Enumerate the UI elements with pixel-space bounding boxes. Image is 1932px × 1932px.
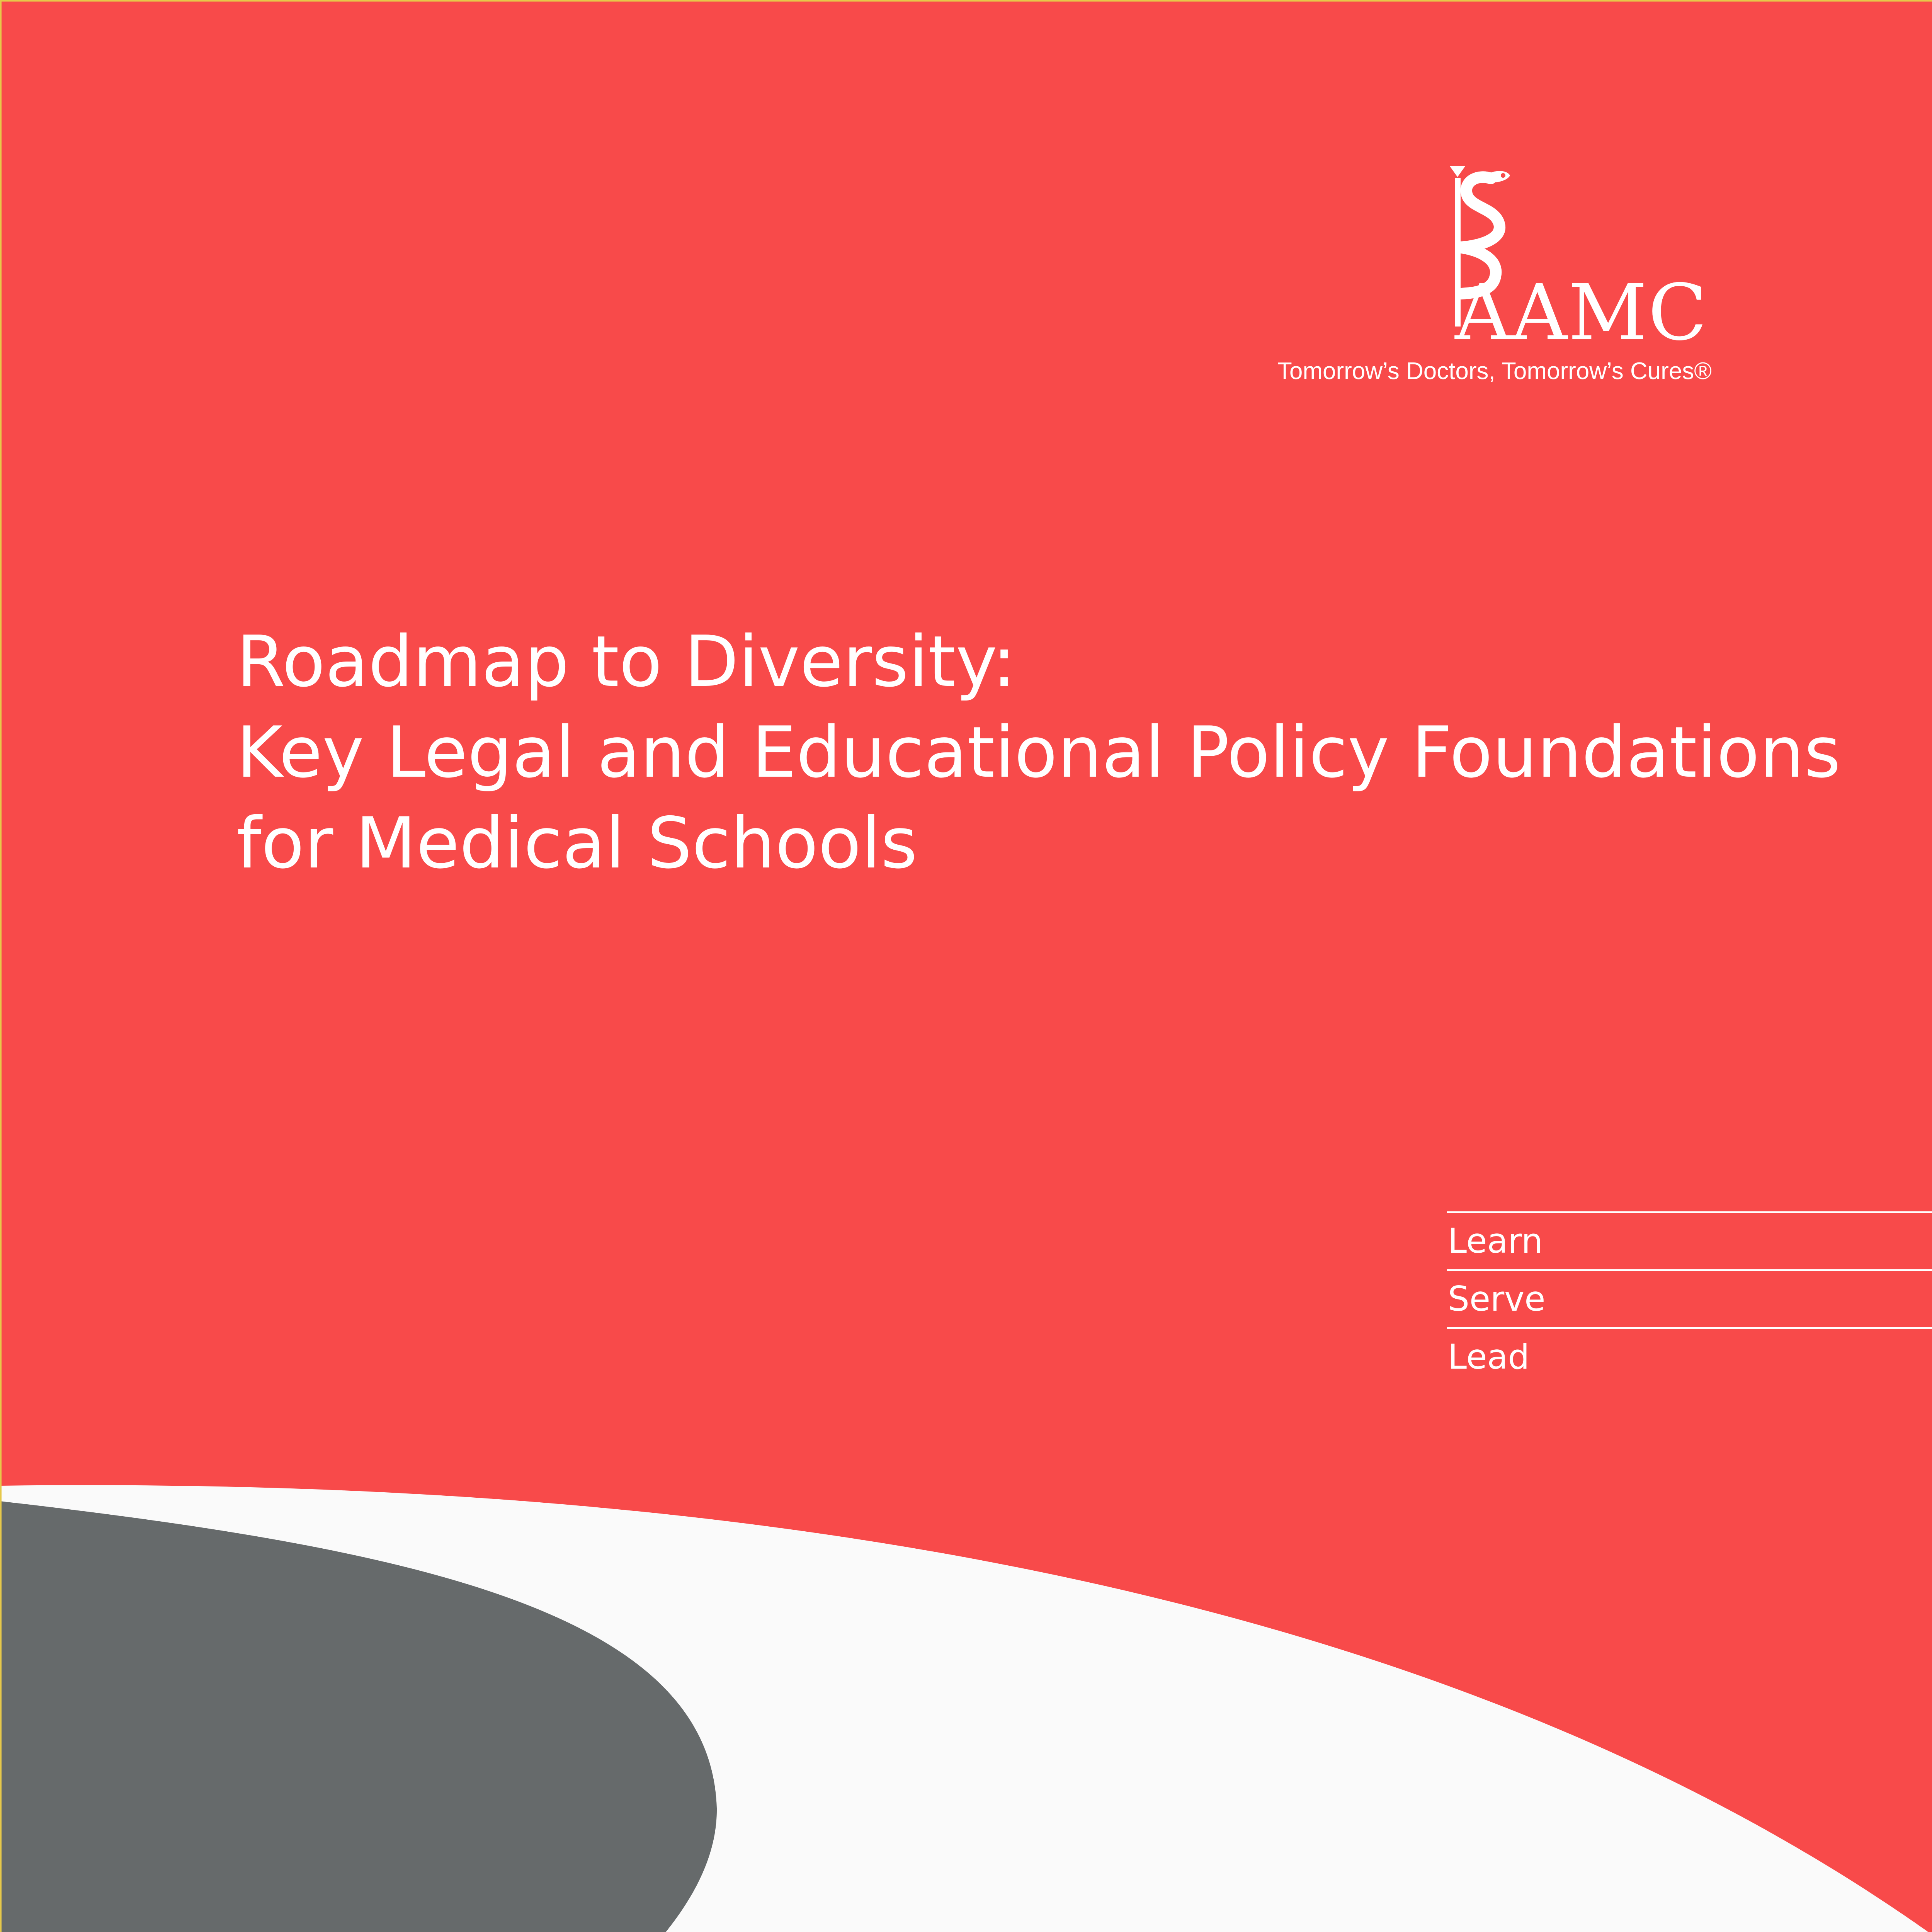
- motto-list: [1447, 1211, 1932, 1385]
- title-line-2: Key Legal and Educational Policy Foundations: [236, 711, 1841, 793]
- aamc-wordmark: AAMC: [1455, 268, 1708, 358]
- title-line-3: for Medical Schools: [236, 802, 918, 884]
- document-title: [236, 616, 1898, 889]
- title-line-1: Roadmap to Diversity:: [236, 621, 1016, 702]
- motto-item-lead: Lead: [1448, 1337, 1530, 1377]
- aamc-logo[interactable]: [1248, 151, 1712, 390]
- logo-tagline: Tomorrow’s Doctors, Tomorrow’s Cures®: [1277, 358, 1712, 384]
- motto-item-learn: Learn: [1448, 1221, 1543, 1261]
- motto-item-serve: Serve: [1448, 1279, 1546, 1319]
